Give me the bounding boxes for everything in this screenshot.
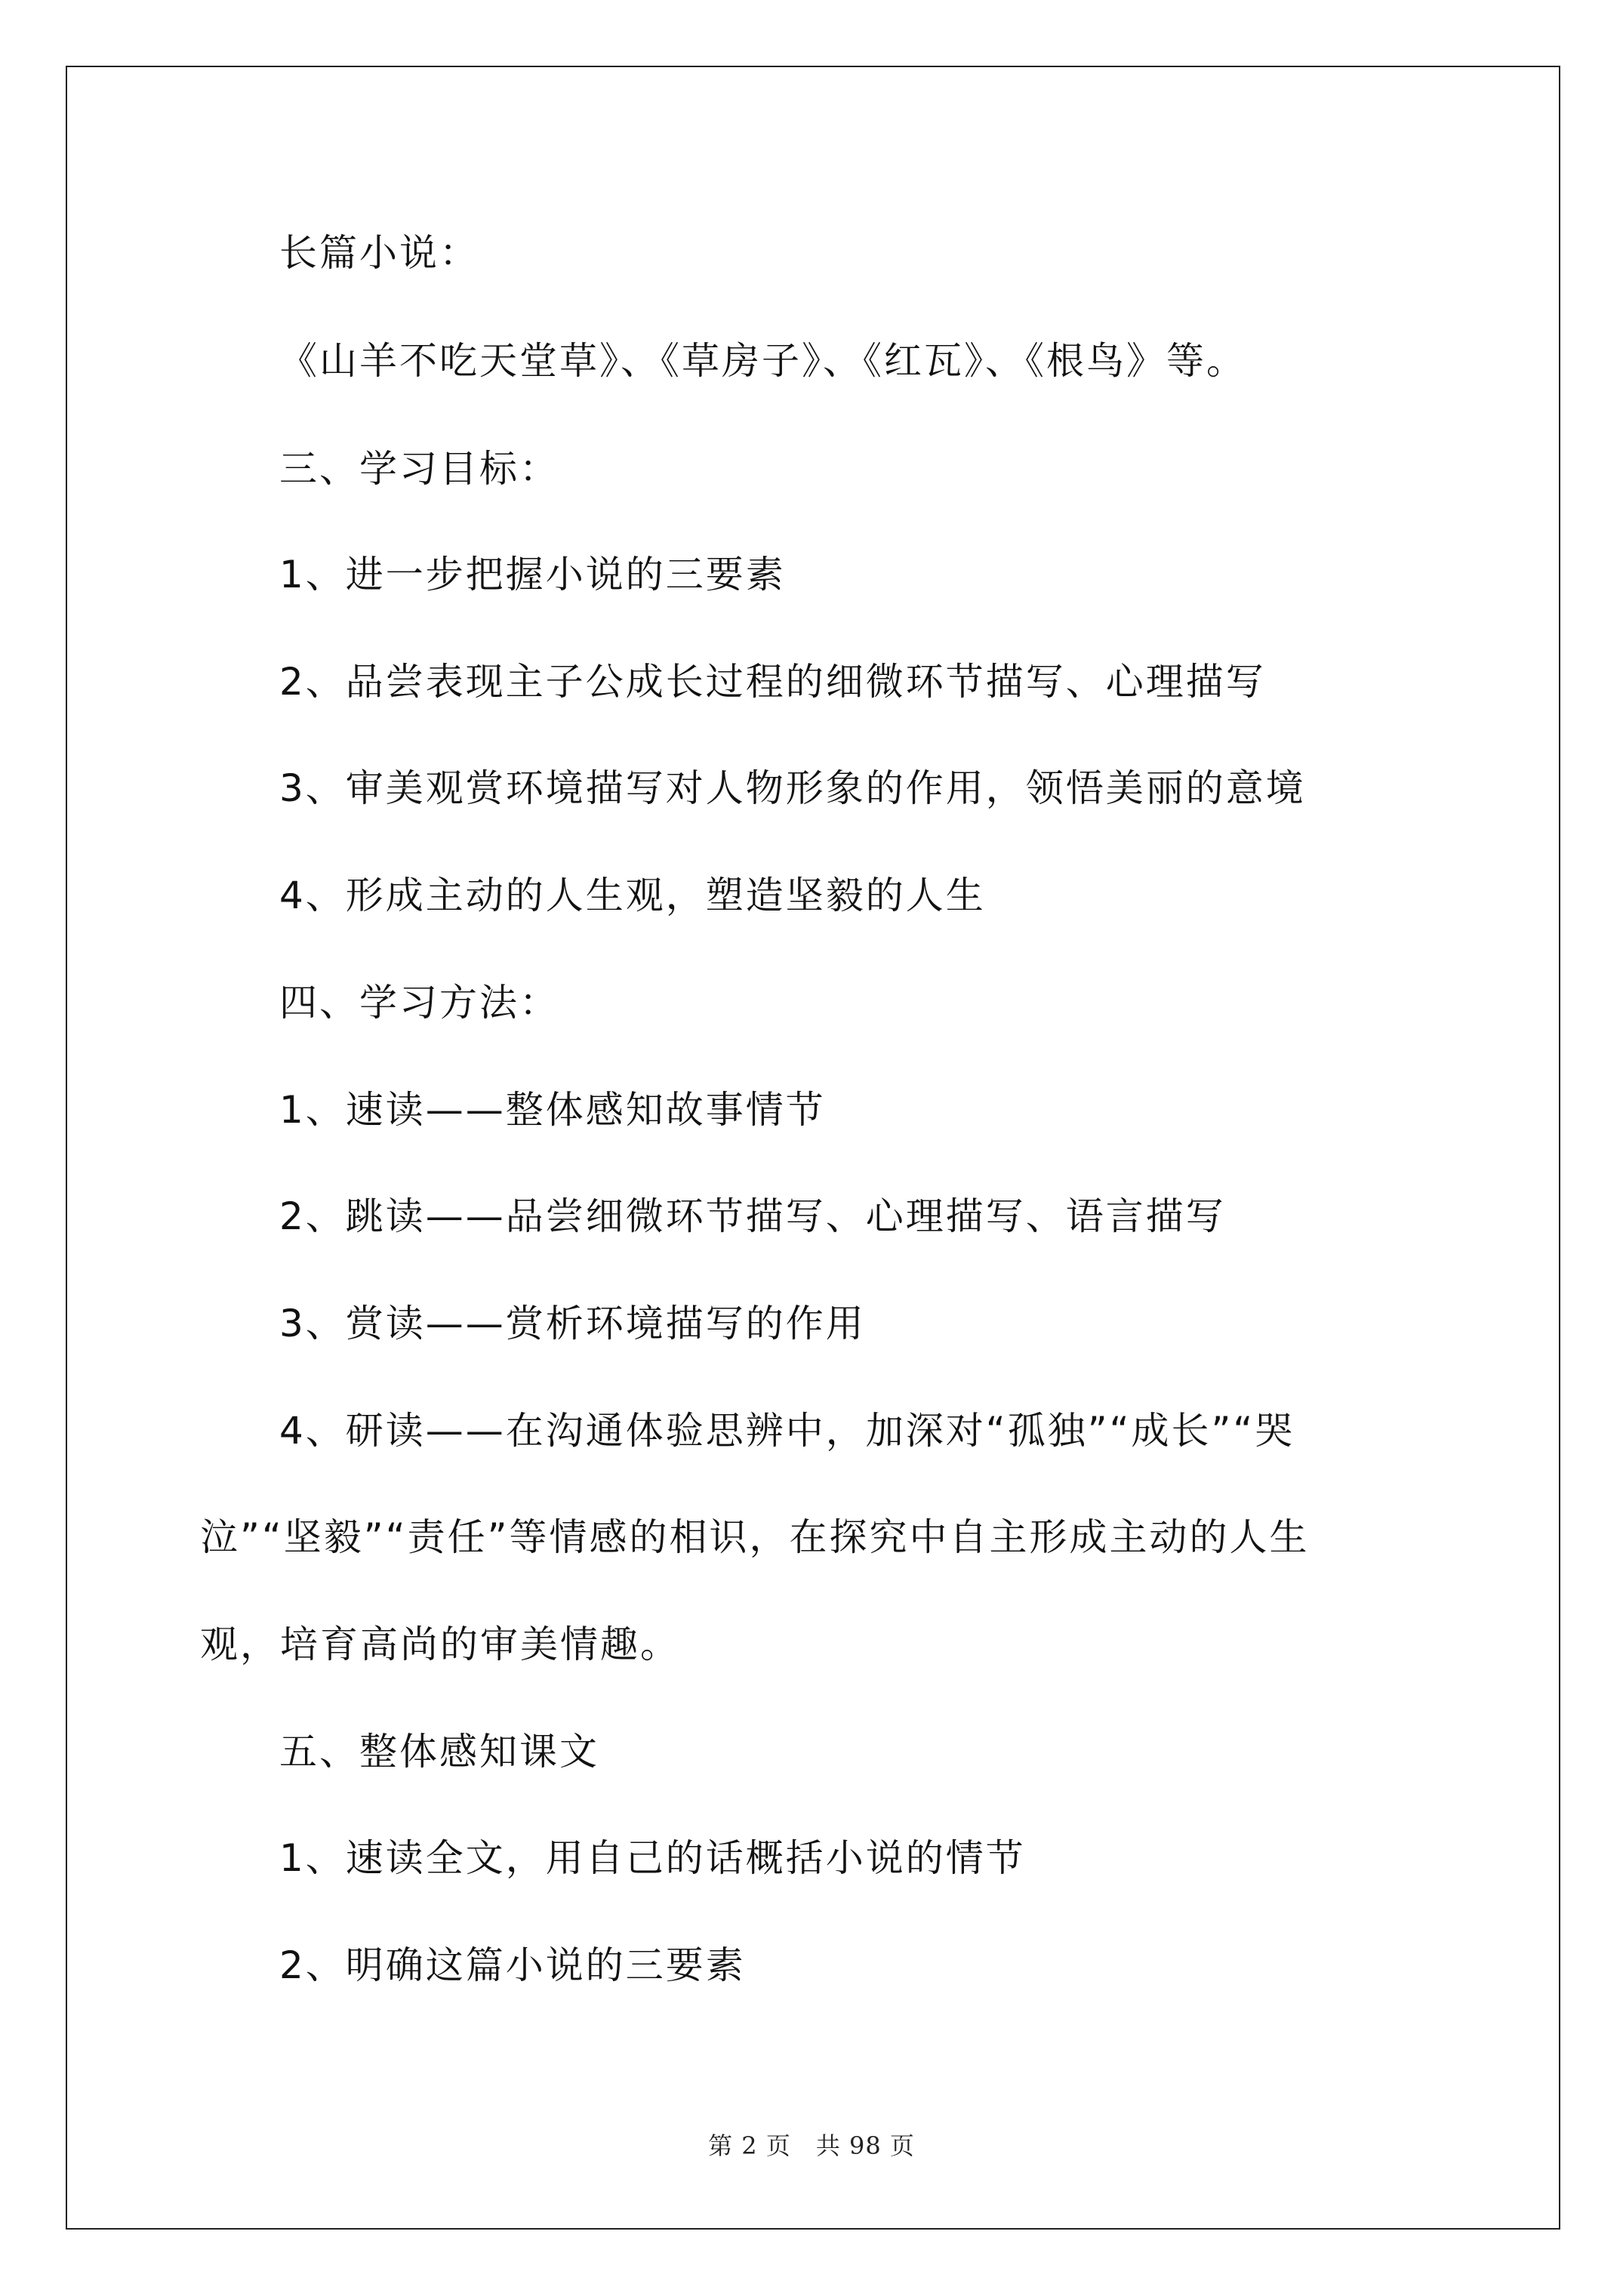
list-item-overview-1: 1、速读全文，用自己的话概括小说的情节 [279, 1836, 1026, 1880]
list-item-overview-2: 2、明确这篇小说的三要素 [279, 1943, 746, 1987]
list-item-method-2: 2、跳读——品尝细微环节描写、心理描写、语言描写 [279, 1194, 1226, 1238]
list-item-method-4-cont-2: 观，培育高尚的审美情趣。 [200, 1623, 680, 1666]
section-heading-overview: 五、整体感知课文 [279, 1730, 599, 1774]
list-item-method-4: 4、研读——在沟通体验思辨中，加深对“孤独”“成长”“哭 [279, 1409, 1295, 1453]
text-line-novel-titles: 《山羊不吃天堂草》、《草房子》、《红瓦》、《根鸟》等。 [279, 339, 1246, 383]
list-item-goal-1: 1、进一步把握小说的三要素 [279, 553, 786, 596]
list-item-method-4-cont-1: 泣”“坚毅”“责任”等情感的相识，在探究中自主形成主动的人生 [200, 1515, 1310, 1559]
list-item-method-3: 3、赏读——赏析环境描写的作用 [279, 1302, 866, 1345]
section-heading-methods: 四、学习方法： [279, 981, 559, 1025]
list-item-method-1: 1、速读——整体感知故事情节 [279, 1088, 826, 1132]
list-item-goal-2: 2、品尝表现主子公成长过程的细微环节描写、心理描写 [279, 660, 1266, 704]
page-number-footer: 第 2 页 共 98 页 [708, 2131, 915, 2160]
list-item-goal-4: 4、形成主动的人生观，塑造坚毅的人生 [279, 874, 986, 917]
section-heading-goals: 三、学习目标： [279, 447, 559, 491]
text-line-novel-heading: 长篇小说： [279, 231, 479, 275]
list-item-goal-3: 3、审美观赏环境描写对人物形象的作用，领悟美丽的意境 [279, 766, 1306, 810]
page-frame [66, 66, 1560, 2230]
